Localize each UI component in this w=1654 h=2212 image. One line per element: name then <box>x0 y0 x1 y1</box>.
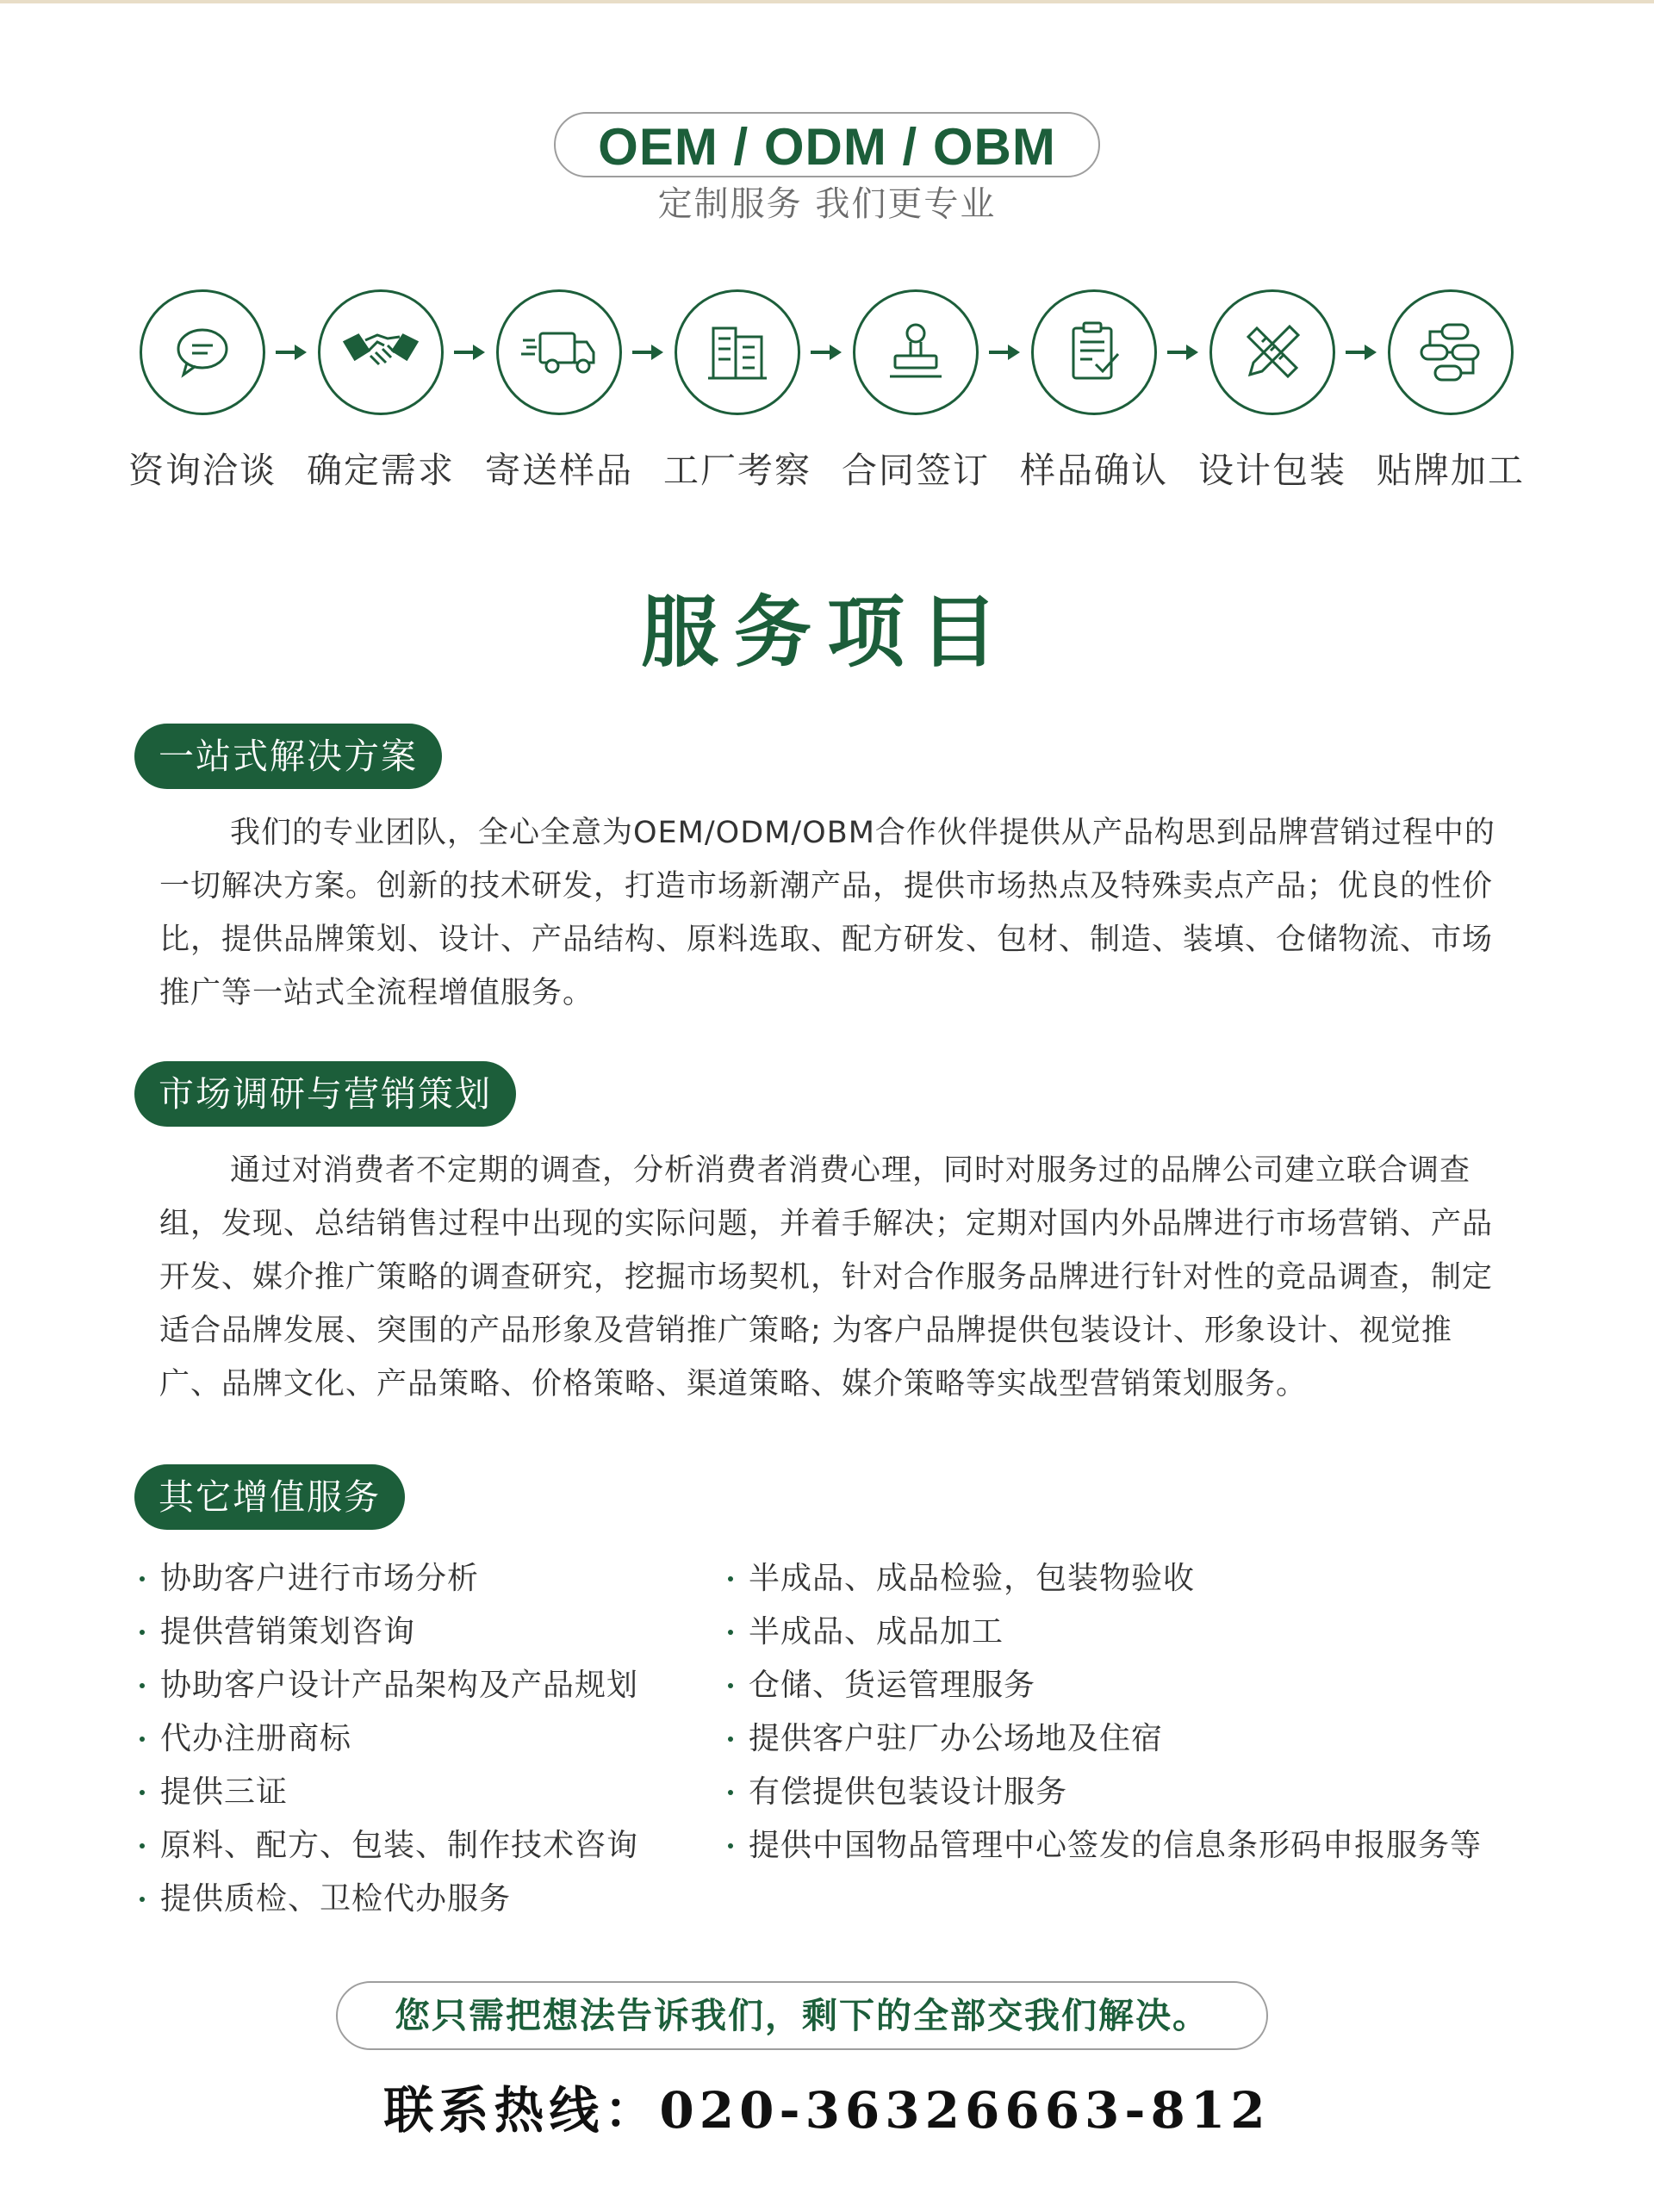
arrow-right-icon <box>631 341 665 363</box>
value-added-list-left <box>140 1552 638 1926</box>
bullet-dot <box>728 1683 733 1688</box>
bullet-dot <box>140 1630 145 1635</box>
list-item: 原料、配方、包装、制作技术咨询 <box>140 1819 638 1873</box>
list-item: 提供三证 <box>140 1766 638 1819</box>
list-item: 仓储、货运管理服务 <box>728 1659 1482 1712</box>
stamp-icon <box>853 289 979 415</box>
factory-building-icon <box>675 289 800 415</box>
header-subtitle: 定制服务 我们更专业 <box>657 184 997 224</box>
list-item: 半成品、成品加工 <box>728 1606 1482 1659</box>
process-step-label: 设计包装 <box>1198 450 1346 491</box>
section-text-one-stop: 我们的专业团队，全心全意为OEM/ODM/OBM合作伙伴提供从产品构思到品牌营销过程中的一切解决方案。创新的技术研发，打造市场新潮产品，提供市场热点及特殊卖点产品；优良的性价比，提供品牌策划、设计、产品结构、原料选取、配方研发、包材、制造、装填、仓储物流、市场推广等一站式全流程增值服务。 <box>159 816 1495 1010</box>
workflow-icon <box>1388 289 1514 415</box>
bullet-dot <box>728 1737 733 1742</box>
section-tag-one-stop: 一站式解决方案 <box>134 724 442 789</box>
chat-icon <box>140 289 265 415</box>
list-item: 有偿提供包装设计服务 <box>728 1766 1482 1819</box>
list-item: 提供中国物品管理中心签发的信息条形码申报服务等 <box>728 1819 1482 1873</box>
bullet-dot <box>140 1737 145 1742</box>
list-item: 代办注册商标 <box>140 1712 638 1766</box>
pencil-ruler-icon <box>1209 289 1335 415</box>
arrow-right-icon <box>1166 341 1200 363</box>
checklist-icon <box>1031 289 1157 415</box>
bullet-dot <box>140 1843 145 1849</box>
top-border-line <box>0 0 1654 3</box>
list-item: 提供质检、卫检代办服务 <box>140 1873 638 1926</box>
process-step-label: 寄送样品 <box>485 450 633 491</box>
bullet-dot <box>140 1576 145 1581</box>
arrow-right-icon <box>452 341 487 363</box>
process-step-label: 确定需求 <box>307 450 455 491</box>
arrow-right-icon <box>1344 341 1378 363</box>
bullet-dot <box>728 1630 733 1635</box>
process-step-label: 样品确认 <box>1020 450 1168 491</box>
section-tag-market-research: 市场调研与营销策划 <box>134 1061 516 1127</box>
bullet-dot <box>140 1897 145 1902</box>
header-title: OEM / ODM / OBM <box>598 118 1056 176</box>
hotline-text: 联系热线：020-36326663-812 <box>383 2081 1271 2140</box>
bullet-dot <box>728 1790 733 1795</box>
value-added-list-right <box>728 1552 1482 1873</box>
section-tag-value-added: 其它增值服务 <box>134 1464 405 1530</box>
list-item: 提供营销策划咨询 <box>140 1606 638 1659</box>
bullet-dot <box>728 1843 733 1849</box>
delivery-truck-icon <box>496 289 622 415</box>
arrow-right-icon <box>809 341 843 363</box>
handshake-icon <box>318 289 444 415</box>
list-item: 半成品、成品检验，包装物验收 <box>728 1552 1482 1606</box>
services-title: 服务项目 <box>641 587 1013 678</box>
section-text-market-research: 通过对消费者不定期的调查，分析消费者消费心理，同时对服务过的品牌公司建立联合调查组，发现、总结销售过程中出现的实际问题，并着手解决；定期对国内外品牌进行市场营销、产品开发、媒介推广策略的调查研究，挖掘市场契机，针对合作服务品牌进行针对性的竞品调查，制定适合品牌发展、突围的产品形象及营销推广策略; 为客户品牌提供包装设计、形象设计、视觉推广、品牌文化、产品策略、价格策略、渠道策略、媒介策略等实战型营销策划服务。 <box>159 1153 1494 1401</box>
process-step-label: 合同签订 <box>842 450 990 491</box>
list-item: 提供客户驻厂办公场地及住宿 <box>728 1712 1482 1766</box>
list-item: 协助客户进行市场分析 <box>140 1552 638 1606</box>
slogan-text: 您只需把想法告诉我们，剩下的全部交我们解决。 <box>395 1995 1209 2036</box>
process-step-label: 贴牌加工 <box>1377 450 1525 491</box>
bullet-dot <box>140 1683 145 1688</box>
process-step-label: 资询洽谈 <box>128 450 277 491</box>
arrow-right-icon <box>987 341 1022 363</box>
bullet-dot <box>728 1576 733 1581</box>
arrow-right-icon <box>274 341 308 363</box>
process-step-label: 工厂考察 <box>663 450 811 491</box>
list-item: 协助客户设计产品架构及产品规划 <box>140 1659 638 1712</box>
bullet-dot <box>140 1790 145 1795</box>
